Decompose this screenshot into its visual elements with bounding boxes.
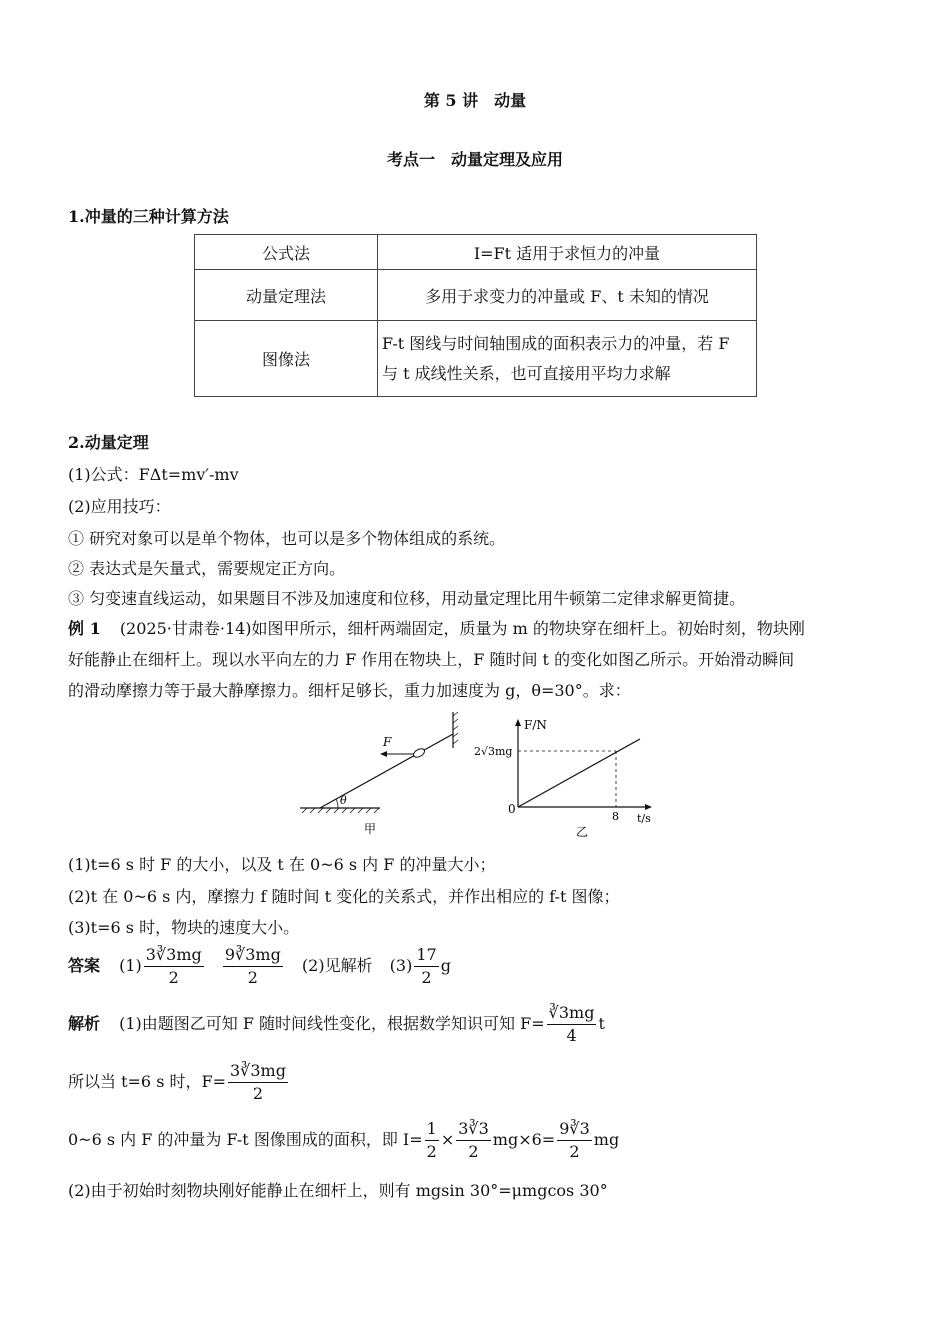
- wall-hatch: [453, 712, 458, 744]
- formula: (1)公式：FΔt=mv′-mv: [68, 465, 239, 484]
- figure-b-caption: 乙: [576, 825, 589, 839]
- answer-label: 答案: [68, 956, 101, 975]
- section-title: 考点一 动量定理及应用: [386, 150, 563, 169]
- analysis-line: [68, 1118, 619, 1163]
- fraction: [223, 944, 283, 989]
- desc-cell: [378, 321, 757, 397]
- x-tick-label: 8: [612, 810, 619, 823]
- analysis-text: mg: [593, 1130, 620, 1149]
- example-text: (2025·甘肃卷·14)如图甲所示，细杆两端固定，质量为 m 的物块穿在细杆上。初始时刻，物块刚: [119, 619, 805, 638]
- angle-label: θ: [340, 794, 347, 807]
- page-title: 第 5 讲 动量: [423, 91, 527, 110]
- example-line: 的滑动摩擦力等于最大静摩擦力。细杆足够长，重力加速度为 g，θ=30°。求：: [68, 681, 631, 700]
- ground-hatch: [302, 808, 379, 813]
- denominator: 2: [252, 1084, 264, 1103]
- skill-item: ② 表达式是矢量式，需要规定正方向。: [68, 559, 346, 578]
- section2-heading: 2.动量定理: [68, 433, 149, 452]
- method-cell: 公式法: [195, 235, 378, 270]
- numerator: 9∛3: [557, 1118, 592, 1141]
- method-cell: 动量定理法: [195, 270, 378, 321]
- numerator: 3∛3: [456, 1118, 491, 1141]
- figure-b: [470, 712, 665, 840]
- example-line: 好能静止在细杆上。现以水平向左的力 F 作用在物块上，F 随时间 t 的变化如图乙所示。开始滑动瞬间: [68, 650, 795, 669]
- skill-item: ③ 匀变速直线运动，如果题目不涉及加速度和位移，用动量定理比用牛顿第二定律求解更简捷。: [68, 589, 746, 608]
- question: (3)t=6 s 时，物块的速度大小。: [68, 918, 300, 937]
- desc-line: F-t 图线与时间轴围成的面积表示力的冲量，若 F: [382, 333, 730, 353]
- force-arrowhead: [380, 751, 387, 757]
- y-tick-label: 2√3mg: [474, 745, 513, 758]
- fraction: [414, 944, 438, 989]
- analysis-text: t: [598, 1014, 605, 1033]
- denominator: 2: [168, 968, 179, 987]
- analysis-label: 解析: [68, 1014, 101, 1033]
- example-line: [68, 616, 805, 639]
- denominator: 2: [468, 1142, 479, 1161]
- desc-line: 与 t 成线性关系，也可直接用平均力求解: [382, 363, 671, 383]
- example-label: 例 1: [68, 619, 101, 638]
- denominator: 2: [426, 1142, 437, 1161]
- table-row: [195, 270, 757, 321]
- numerator: ∛3mg: [547, 1002, 597, 1025]
- answer-part: (1): [119, 956, 142, 975]
- impulse-methods-table: [194, 234, 757, 397]
- y-axis-label: F/N: [524, 718, 547, 732]
- analysis-line: [68, 1002, 605, 1047]
- desc-cell: 多用于求变力的冲量或 F、t 未知的情况: [378, 270, 757, 321]
- method-cell: 图像法: [195, 321, 378, 397]
- question: (1)t=6 s 时 F 的大小，以及 t 在 0~6 s 内 F 的冲量大小；: [68, 855, 496, 874]
- numerator: 1: [425, 1118, 439, 1141]
- analysis-line: [68, 1060, 290, 1105]
- skill-item: ① 研究对象可以是单个物体，也可以是多个物体组成的系统。: [68, 529, 506, 548]
- numerator: 9∛3mg: [223, 944, 283, 967]
- origin-label: 0: [508, 802, 516, 816]
- denominator: 4: [566, 1026, 577, 1045]
- skills-heading: (2)应用技巧：: [68, 497, 171, 516]
- analysis-text: 0~6 s 内 F 的冲量为 F-t 图像围成的面积，即 I=: [68, 1130, 423, 1149]
- denominator: 2: [247, 968, 258, 987]
- x-axis-label: t/s: [637, 812, 651, 825]
- numerator: 17: [414, 944, 438, 967]
- fraction: [425, 1118, 439, 1163]
- numerator: 3∛3mg: [228, 1060, 288, 1083]
- desc-cell: I=Ft 适用于求恒力的冲量: [378, 235, 757, 270]
- table-row: [195, 321, 757, 397]
- f-t-line: [518, 739, 640, 807]
- force-label: F: [383, 735, 392, 749]
- numerator: 3∛3mg: [144, 944, 204, 967]
- question: (2)t 在 0~6 s 内，摩擦力 f 随时间 t 变化的关系式，并作出相应的 f-t 图像；: [68, 887, 620, 906]
- analysis-text: mg×6=: [492, 1130, 556, 1149]
- fraction: [144, 944, 204, 989]
- x-axis-arrow: [645, 804, 652, 810]
- fraction: [547, 1002, 597, 1047]
- analysis-text: ×: [440, 1130, 455, 1149]
- section1-heading: 1.冲量的三种计算方法: [68, 207, 229, 226]
- answer-part: (2)见解析: [301, 956, 373, 975]
- answer-line: [68, 944, 451, 989]
- answer-unit: g: [440, 956, 451, 975]
- angle-arc: [336, 799, 338, 808]
- fraction: [456, 1118, 491, 1163]
- analysis-line: (2)由于初始时刻物块刚好能静止在细杆上，则有 mgsin 30°=μmgcos 30°: [68, 1181, 608, 1200]
- table-row: [195, 235, 757, 270]
- fraction: [557, 1118, 592, 1163]
- fraction: [228, 1060, 288, 1105]
- figure-a: [290, 708, 470, 838]
- denominator: 2: [421, 968, 432, 987]
- figure-a-caption: 甲: [364, 822, 377, 836]
- denominator: 2: [569, 1142, 580, 1161]
- answer-part: (3): [389, 956, 413, 975]
- block: [412, 747, 426, 759]
- analysis-text: 所以当 t=6 s 时，F=: [68, 1072, 226, 1091]
- analysis-text: (1)由题图乙可知 F 随时间线性变化，根据数学知识可知 F=: [119, 1014, 545, 1033]
- y-axis-arrow: [515, 719, 521, 726]
